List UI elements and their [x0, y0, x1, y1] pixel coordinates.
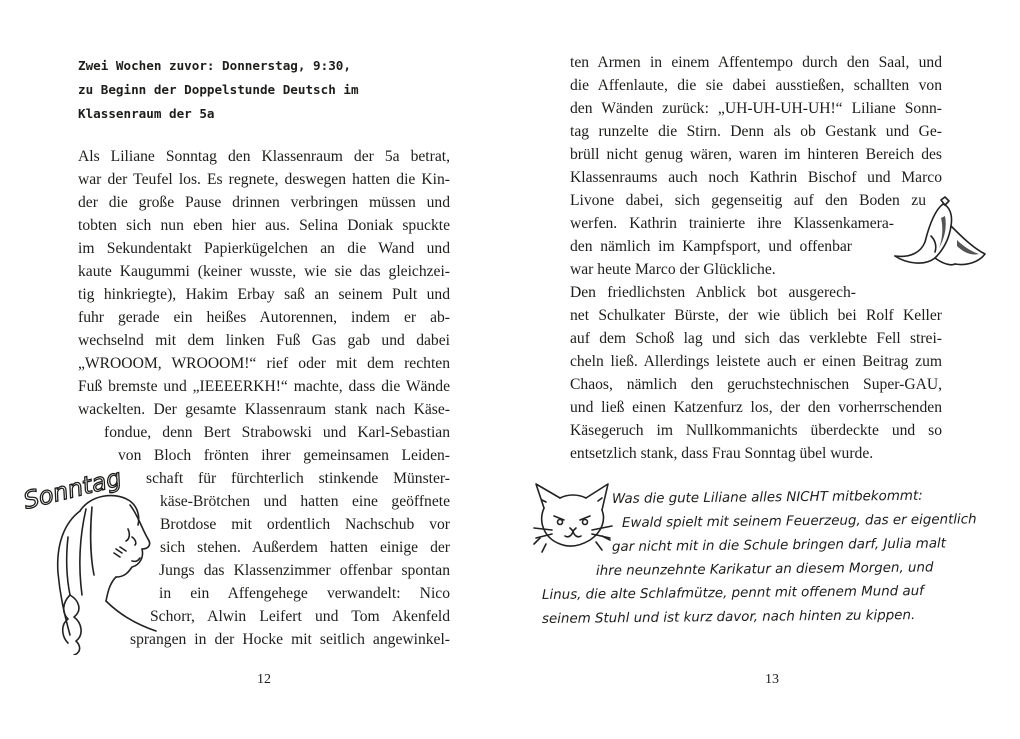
body-line: und ließ einen Katzenfurz los, der den vorherrschenden	[570, 399, 942, 416]
body-line: Den friedlichsten Anblick bot ausgerech-	[570, 284, 856, 301]
handwritten-note-line: gar nicht mit in die Schule bringen darf, Julia malt	[611, 536, 947, 555]
sonntag-sketch	[20, 445, 160, 655]
body-line: Brotdose mit ordentlich Nachschub vor	[160, 516, 450, 533]
body-line: sich stehen. Außerdem hatten einige der	[160, 539, 450, 556]
body-line: Schorr, Alwin Leifert und Tom Akenfeld	[150, 608, 450, 625]
page-number: 13	[765, 672, 779, 687]
body-line: den nämlich im Kampfsport, und offenbar	[570, 238, 852, 255]
body-line: die Affenlaute, die sie dabei ausstießen, schallten von	[570, 77, 942, 94]
handwritten-note-line: Linus, die alte Schlafmütze, pennt mit offenem Mund auf	[541, 584, 924, 603]
body-line: war heute Marco der Glückliche.	[570, 261, 776, 278]
body-line: entsetzlich stank, dass Frau Sonntag übel wurde.	[570, 445, 874, 462]
header-line: Klassenraum der 5a	[78, 106, 215, 121]
body-line: käse-Brötchen und hatten eine geöffnete	[160, 493, 450, 510]
banana-peel-sketch	[885, 196, 995, 276]
page-number: 12	[257, 672, 271, 687]
body-line: den Wänden zurück: „UH-UH-UH-UH!“ Liliane Sonn-	[570, 100, 942, 117]
body-line: schaft für fürchterlich stinkende Münster-	[146, 470, 450, 487]
body-line: von Bloch frönten ihrer gemeinsamen Leiden-	[118, 447, 450, 464]
body-line: net Schulkater Bürste, der wie üblich bei Rolf Keller	[570, 307, 942, 324]
body-line: Klassenraums auch noch Kathrin Bischof und Marco	[570, 169, 942, 186]
body-line: Livone dabei, sich gegenseitig auf den Boden zu	[570, 192, 926, 209]
sonntag-label: Sonntag	[20, 463, 125, 515]
header-line: Zwei Wochen zuvor: Donnerstag, 9:30,	[78, 58, 351, 73]
body-line: kaute Kaugummi (keiner wusste, wie sie das gleichzei-	[78, 263, 450, 280]
body-line: Fuß bremste und „IEEEERKH!“ machte, dass die Wände	[78, 378, 450, 395]
body-line: wechselnd mit dem linken Fuß Gas gab und dabei	[78, 332, 450, 349]
handwritten-note-line: Ewald spielt mit seinem Feuerzeug, das er eigentlich	[621, 512, 977, 531]
body-line: sprangen in der Hocke mit seitlich angewinkel-	[130, 631, 450, 648]
body-line: tobten sich nun eben hier aus. Selina Doniak spuckte	[78, 217, 450, 234]
body-line: werfen. Kathrin trainierte ihre Klassenkamera-	[570, 215, 894, 232]
body-line: cheln ließ. Allerdings leistete auch er einen Beitrag zum	[570, 353, 942, 370]
body-line: Chaos, nämlich den geruchstechnischen Super-GAU,	[570, 376, 942, 393]
body-line: Käsegeruch im Nullkommanichts überdeckte und so	[570, 422, 942, 439]
body-line: wackelten. Der gesamte Klassenraum stank nach Käse-	[78, 401, 450, 418]
body-line: war der Teufel los. Es regnete, deswegen hatten die Kin-	[78, 171, 450, 188]
handwritten-note-line: Was die gute Liliane alles NICHT mitbekommt:	[611, 488, 923, 507]
body-line: Als Liliane Sonntag den Klassenraum der 5a betrat,	[78, 148, 450, 165]
handwritten-note-line: seinem Stuhl und ist kurz davor, nach hinten zu kippen.	[541, 608, 916, 627]
handwritten-note-line: ihre neunzehnte Karikatur an diesem Morgen, und	[595, 560, 934, 579]
body-line: tig hinkriegte), Hakim Erbay saß an seinem Pult und	[78, 286, 450, 303]
body-line: tag runzelte die Stirn. Denn als ob Gestank und Ge-	[570, 123, 942, 140]
body-line: der die große Pause drinnen verbringen müssen und	[78, 194, 450, 211]
header-line: zu Beginn der Doppelstunde Deutsch im	[78, 82, 359, 97]
right-page	[510, 0, 1020, 739]
body-line: Jungs das Klassenzimmer offenbar spontan	[159, 562, 450, 579]
body-line: fuhr gerade ein heißes Autorennen, indem er ab-	[78, 309, 450, 326]
cat-sketch	[530, 478, 616, 556]
chapter-header	[78, 54, 458, 126]
body-line: auf dem Schoß lag und sich das verklebte Fell strei-	[570, 330, 942, 347]
body-line: in ein Affengehege verwandelt: Nico	[159, 585, 450, 602]
body-line: brüll nicht genug wären, waren im hinteren Bereich des	[570, 146, 942, 163]
body-line: „WROOOM, WROOOM!“ rief oder mit dem rechten	[78, 355, 450, 372]
body-line: ten Armen in einem Affentempo durch den Saal, und	[570, 54, 942, 71]
body-line: im Sekundentakt Papierkügelchen an die Wand und	[78, 240, 450, 257]
body-line: fondue, denn Bert Strabowski und Karl-Sebastian	[104, 424, 450, 441]
